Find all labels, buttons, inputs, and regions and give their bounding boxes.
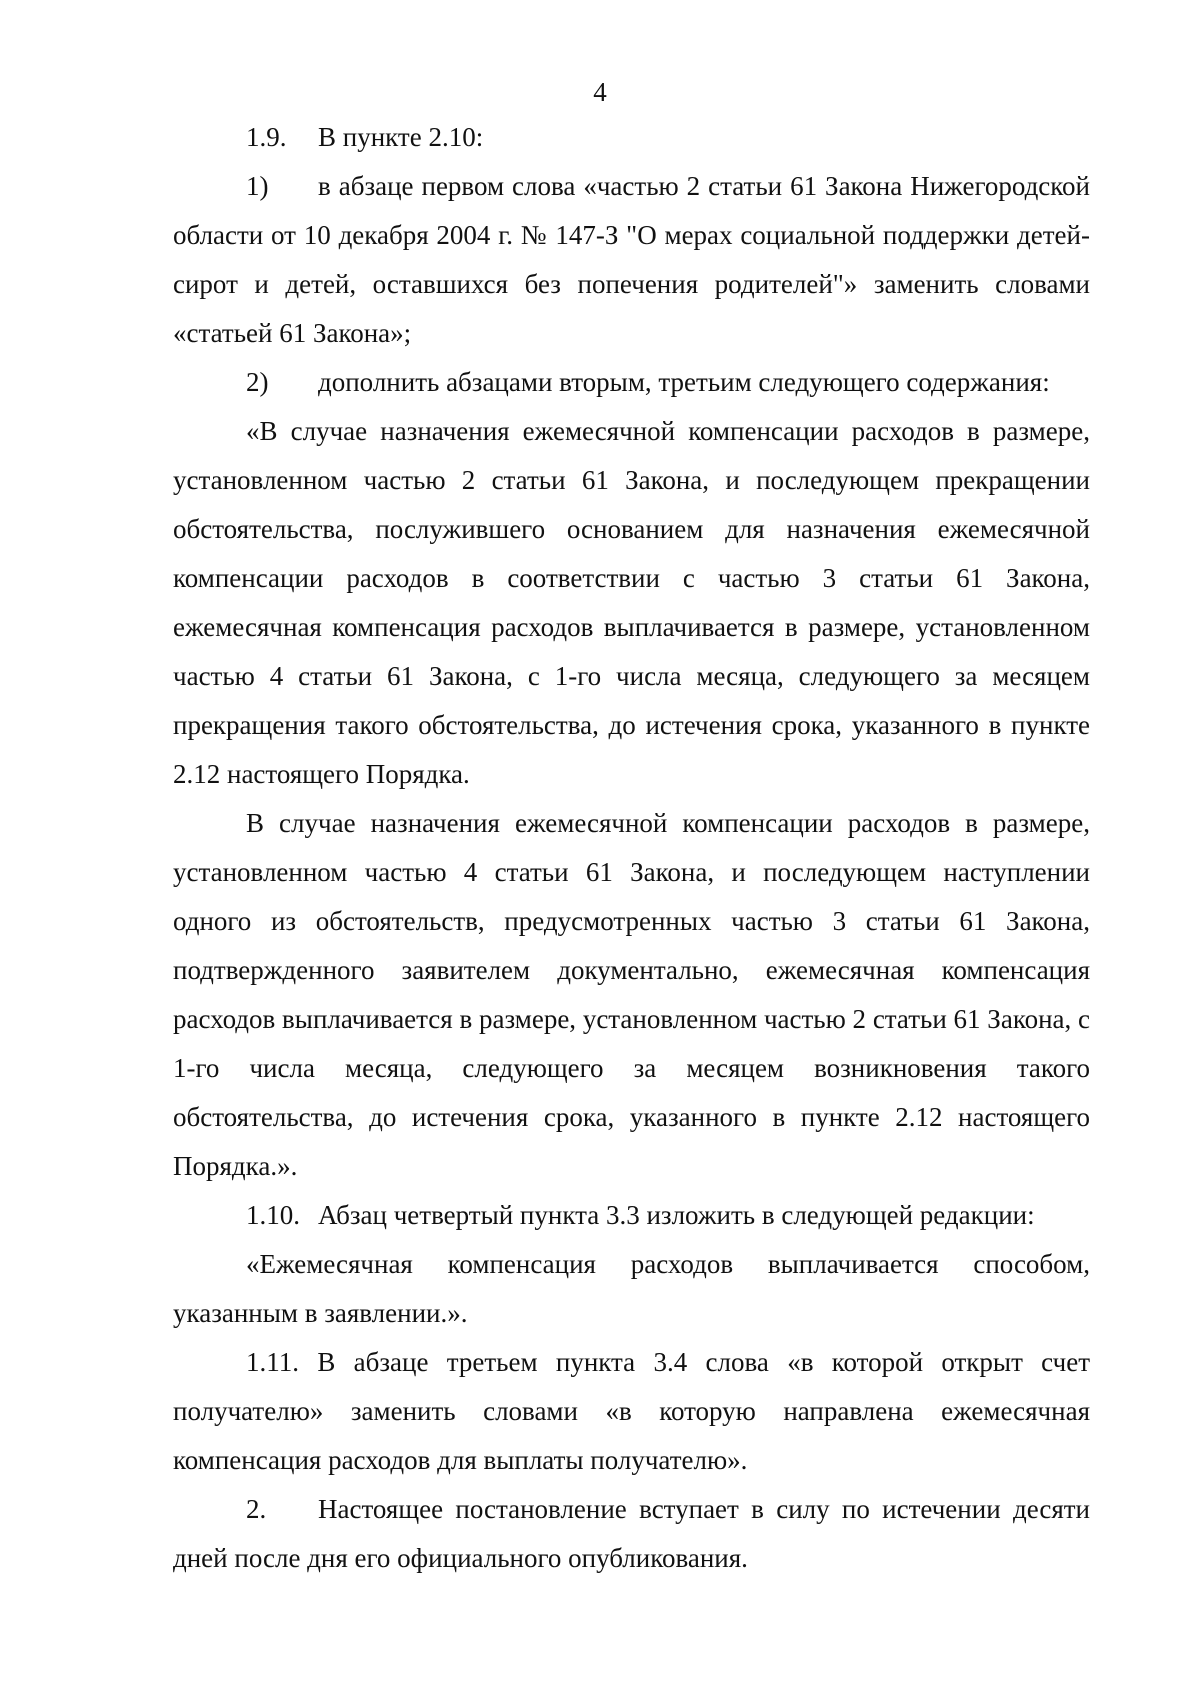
page-number: 4 xyxy=(593,77,607,107)
clause-number: 1.10. xyxy=(246,1200,300,1230)
clause-number: 2. xyxy=(246,1494,267,1524)
clause-2 xyxy=(173,1485,1090,1583)
subclause-2 xyxy=(173,358,1090,407)
quoted-paragraph-1: «В случае назначения ежемесячной компенсации расходов в размере, установленном частью 2 статьи 61 Закона, и последующем прекращении обстоятельства, послужившего основанием для назначения ежемесячной компенсации расходов в соответствии с частью 3 статьи 61 Закона, ежемесячная компенсация расходов выплачивается в размере, установленном частью 4 статьи 61 Закона, с 1-го числа месяца, следующего за месяцем прекращения такого обстоятельства, до истечения срока, указанного в пункте 2.12 настоящего Порядка. xyxy=(173,416,1090,789)
clause-text: В пункте 2.10: xyxy=(318,122,484,152)
document-body xyxy=(173,113,1090,1583)
clause-text: в абзаце первом слова «частью 2 статьи 61 Закона Нижегородской области от 10 декабря 2004 г. № 147-З "О мерах социальной поддержки детей-сирот и детей, оставшихся без попечения родителей"» заменить словами «статьей 61 Закона»; xyxy=(173,171,1090,348)
clause-1-10 xyxy=(173,1191,1090,1240)
clause-text: дополнить абзацами вторым, третьим следующего содержания: xyxy=(318,367,1050,397)
clause-1-11: 1.11. В абзаце третьем пункта 3.4 слова «в которой открыт счет получателю» заменить словами «в которую направлена ежемесячная компенсация расходов для выплаты получателю». xyxy=(173,1347,1090,1475)
clause-text: Настоящее постановление вступает в силу по истечении десяти дней после дня его официального опубликования. xyxy=(173,1494,1090,1573)
quoted-paragraph-3: «Ежемесячная компенсация расходов выплачивается способом, указанным в заявлении.». xyxy=(173,1249,1090,1328)
clause-number: 2) xyxy=(246,367,269,397)
clause-text: Абзац четвертый пункта 3.3 изложить в следующей редакции: xyxy=(318,1200,1035,1230)
clause-number: 1) xyxy=(246,171,269,201)
clause-number: 1.9. xyxy=(246,122,287,152)
subclause-1 xyxy=(173,162,1090,358)
clause-1-9 xyxy=(173,113,1090,162)
quoted-paragraph-2: В случае назначения ежемесячной компенсации расходов в размере, установленном частью 4 статьи 61 Закона, и последующем наступлении одного из обстоятельств, предусмотренных частью 3 статьи 61 Закона, подтвержденного заявителем документально, ежемесячная компенсация расходов выплачивается в размере, установленном частью 2 статьи 61 Закона, с 1-го числа месяца, следующего за месяцем возникновения такого обстоятельства, до истечения срока, указанного в пункте 2.12 настоящего Порядка.». xyxy=(173,808,1090,1181)
